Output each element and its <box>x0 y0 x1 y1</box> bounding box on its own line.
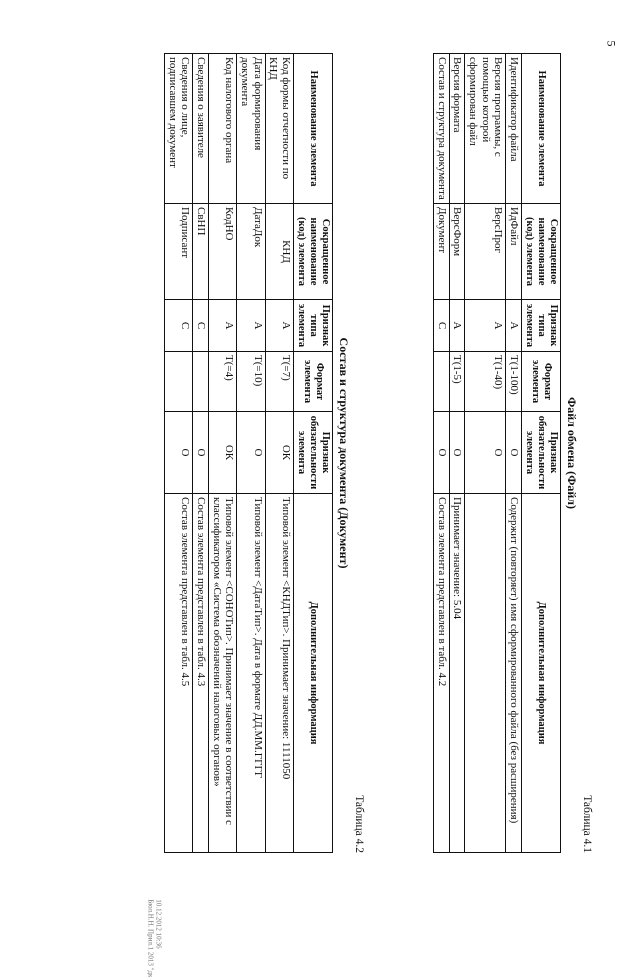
cell: Подписант <box>165 203 193 299</box>
cell: А <box>465 299 506 351</box>
cell: КНД <box>265 203 293 299</box>
cell: Типовой элемент <ДатаТип>. Дата в формате ДД.ММ.ГГГГ <box>237 493 265 852</box>
cell: О <box>449 411 465 493</box>
cell: ИдФайл <box>506 203 522 299</box>
cell: Состав элемента представлен в табл. 4.2 <box>433 493 449 852</box>
cell: T(1-5) <box>449 351 465 411</box>
table-row <box>165 53 193 852</box>
table-header-row <box>521 53 560 852</box>
table-row <box>449 53 465 852</box>
cell <box>165 351 193 411</box>
cell <box>193 351 209 411</box>
rotated-sheet <box>25 23 615 883</box>
cell: С <box>433 299 449 351</box>
cell: T(=10) <box>237 351 265 411</box>
table-row <box>193 53 209 852</box>
header-cell: Наименование элемента <box>521 53 560 203</box>
cell: Версия формата <box>449 53 465 203</box>
stamp-line: 10.12.2012 10:36 <box>154 899 163 949</box>
table-row <box>433 53 449 852</box>
cell: Документ <box>433 203 449 299</box>
header-cell: Наименование элемента <box>293 53 332 203</box>
cell: Код формы отчетности по КНД <box>265 53 293 203</box>
cell: Состав элемента представлен в табл. 4.5 <box>165 493 193 852</box>
cell: С <box>165 299 193 351</box>
cell: ДатаДок <box>237 203 265 299</box>
cell: Сведения о заявителе <box>193 53 209 203</box>
header-cell: Признак типа элемента <box>521 299 560 351</box>
cell: ВерсФорм <box>449 203 465 299</box>
header-cell: Дополнительная информация <box>293 493 332 852</box>
cell: О <box>193 411 209 493</box>
header-cell: Признак типа элемента <box>293 299 332 351</box>
cell: Типовой элемент <КНДТип>. Принимает значение: 1111050 <box>265 493 293 852</box>
cell: А <box>265 299 293 351</box>
cell: Содержит (повторяет) имя сформированного файла (без расширения) <box>506 493 522 852</box>
cell: ОК <box>265 411 293 493</box>
cell: T(1-100) <box>506 351 522 411</box>
cell: Идентификатор файла <box>506 53 522 203</box>
cell: Сведения о лице, подписавшем документ <box>165 53 193 203</box>
table-4-2-caption: Состав и структура документа (Документ) <box>337 337 351 568</box>
cell: Код налогового органа <box>208 53 236 203</box>
cell: T(1-40) <box>465 351 506 411</box>
table-row <box>237 53 265 852</box>
table-4-2-label: Таблица 4.2 <box>353 794 365 853</box>
table-4-1 <box>433 53 561 853</box>
document-stamp <box>146 899 161 977</box>
cell <box>433 351 449 411</box>
cell: Состав и структура документа <box>433 53 449 203</box>
header-cell: Признак обязательности элемента <box>521 411 560 493</box>
table-4-2 <box>164 53 333 853</box>
cell <box>465 493 506 852</box>
cell: О <box>433 411 449 493</box>
page-number: 5 <box>604 40 619 47</box>
cell: С <box>193 299 209 351</box>
cell: T(=7) <box>265 351 293 411</box>
cell: А <box>208 299 236 351</box>
cell: А <box>449 299 465 351</box>
table-4-2-block <box>164 53 365 853</box>
cell: А <box>237 299 265 351</box>
header-cell: Сокращенное наименование (код) элемента <box>521 203 560 299</box>
table-header-row <box>293 53 332 852</box>
table-4-1-block <box>433 53 593 853</box>
table-row <box>465 53 506 852</box>
header-cell: Формат элемента <box>293 351 332 411</box>
table-row <box>265 53 293 852</box>
table-row <box>506 53 522 852</box>
cell: Принимает значение: 5.04 <box>449 493 465 852</box>
cell: Состав элемента представлен в табл. 4.3 <box>193 493 209 852</box>
header-cell: Формат элемента <box>521 351 560 411</box>
cell: Типовой элемент <СОНОТип>. Принимает значение в соответствии с классификатором «Система обозначений налоговых органов» <box>208 493 236 852</box>
table-4-1-caption: Файл обмена (Файл) <box>565 396 579 509</box>
header-cell: Сокращенное наименование (код) элемента <box>293 203 332 299</box>
cell: Версия программы, с помощью которой сформирован файл <box>465 53 506 203</box>
cell: О <box>465 411 506 493</box>
cell: СвНП <box>193 203 209 299</box>
cell: О <box>506 411 522 493</box>
cell: Дата формирования документа <box>237 53 265 203</box>
cell: КодНО <box>208 203 236 299</box>
header-cell: Признак обязательности элемента <box>293 411 332 493</box>
table-row <box>208 53 236 852</box>
cell: О <box>165 411 193 493</box>
table-4-1-label: Таблица 4.1 <box>581 794 593 853</box>
cell: ОК <box>208 411 236 493</box>
cell: ВерсПрог <box>465 203 506 299</box>
stamp-line: Бюл.Н.Н. Прил.1 2013 "дк <box>146 899 155 977</box>
header-cell: Дополнительная информация <box>521 493 560 852</box>
cell: А <box>506 299 522 351</box>
cell: О <box>237 411 265 493</box>
cell: T(=4) <box>208 351 236 411</box>
